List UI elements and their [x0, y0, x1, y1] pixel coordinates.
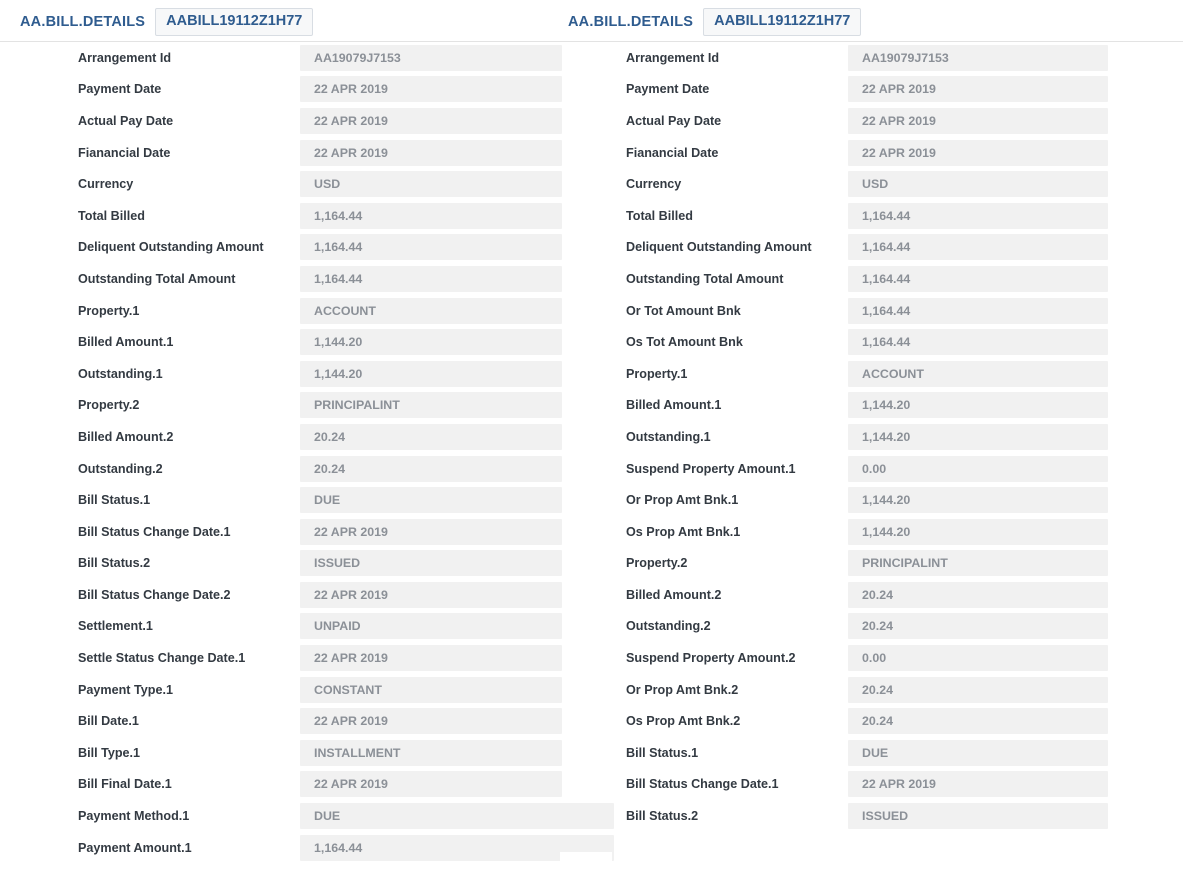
detail-row-value[interactable]: ISSUED — [848, 803, 1108, 829]
right-panel-header — [568, 8, 861, 36]
detail-row-label: Arrangement Id — [78, 50, 172, 65]
detail-row-value[interactable]: 22 APR 2019 — [300, 708, 562, 734]
detail-row-value[interactable]: ACCOUNT — [848, 361, 1108, 387]
detail-row-value[interactable]: USD — [300, 171, 562, 197]
detail-row — [566, 737, 1126, 769]
detail-row-label: Suspend Property Amount.1 — [626, 461, 796, 476]
detail-row-label: Payment Type.1 — [78, 682, 173, 697]
detail-row-value[interactable]: 20.24 — [848, 677, 1108, 703]
detail-row-value[interactable]: 1,144.20 — [300, 329, 562, 355]
detail-row-label: Or Prop Amt Bnk.2 — [626, 682, 739, 697]
detail-row-value[interactable]: 1,144.20 — [848, 392, 1108, 418]
detail-row-label: Billed Amount.2 — [626, 587, 722, 602]
detail-row-value[interactable]: PRINCIPALINT — [300, 392, 562, 418]
detail-row-label: Payment Method.1 — [78, 809, 190, 824]
detail-row-label: Outstanding.2 — [78, 461, 163, 476]
detail-row-label: Currency — [78, 177, 134, 192]
detail-row — [18, 421, 578, 453]
detail-row — [18, 358, 578, 390]
detail-row — [18, 326, 578, 358]
detail-row-value[interactable]: 22 APR 2019 — [300, 645, 562, 671]
detail-row-value[interactable]: 22 APR 2019 — [300, 582, 562, 608]
detail-row-label: Property.1 — [78, 303, 140, 318]
detail-row — [566, 295, 1126, 327]
detail-row-value[interactable]: UNPAID — [300, 613, 562, 639]
detail-row — [566, 358, 1126, 390]
detail-row-value[interactable]: 20.24 — [300, 424, 562, 450]
right-detail-panel — [566, 42, 1126, 832]
detail-row — [566, 105, 1126, 137]
detail-row-value[interactable]: AA19079J7153 — [300, 45, 562, 71]
detail-row-label: Os Prop Amt Bnk.1 — [626, 524, 741, 539]
detail-row — [566, 42, 1126, 74]
detail-row-value[interactable]: INSTALLMENT — [300, 740, 562, 766]
detail-row-value[interactable]: ACCOUNT — [300, 298, 562, 324]
detail-row — [566, 705, 1126, 737]
detail-row — [18, 579, 578, 611]
detail-row-value[interactable]: 1,164.44 — [848, 203, 1108, 229]
detail-row — [18, 674, 578, 706]
detail-row — [18, 832, 578, 864]
detail-row-value[interactable]: 22 APR 2019 — [848, 771, 1108, 797]
detail-row-label: Outstanding Total Amount — [626, 271, 784, 286]
detail-row-value[interactable]: 22 APR 2019 — [300, 108, 562, 134]
detail-row-label: Total Billed — [626, 208, 693, 223]
detail-row — [566, 168, 1126, 200]
detail-row — [18, 263, 578, 295]
detail-row-value[interactable]: 20.24 — [848, 708, 1108, 734]
detail-row-label: Property.2 — [78, 398, 140, 413]
detail-row-value[interactable]: PRINCIPALINT — [848, 550, 1108, 576]
detail-row-value[interactable]: DUE — [300, 803, 614, 829]
detail-row — [18, 200, 578, 232]
detail-row-value[interactable]: 0.00 — [848, 645, 1108, 671]
left-panel-title: AA.BILL.DETAILS — [20, 13, 146, 30]
detail-row — [566, 74, 1126, 106]
detail-row-label: Deliquent Outstanding Amount — [78, 240, 264, 255]
detail-row — [566, 137, 1126, 169]
detail-row — [18, 295, 578, 327]
detail-row — [18, 105, 578, 137]
detail-row — [566, 421, 1126, 453]
detail-row-label: Outstanding.1 — [78, 366, 163, 381]
detail-row-label: Deliquent Outstanding Amount — [626, 240, 812, 255]
detail-row-value[interactable]: USD — [848, 171, 1108, 197]
detail-row-label: Bill Status.2 — [78, 556, 151, 571]
detail-row-value[interactable]: 22 APR 2019 — [300, 519, 562, 545]
detail-row-label: Actual Pay Date — [78, 113, 174, 128]
detail-row-label: Fianancial Date — [626, 145, 719, 160]
detail-row-value[interactable]: 22 APR 2019 — [848, 76, 1108, 102]
detail-row-value[interactable]: 1,164.44 — [300, 203, 562, 229]
detail-row-value[interactable]: DUE — [848, 740, 1108, 766]
right-panel-title: AA.BILL.DETAILS — [568, 13, 694, 30]
detail-row-value[interactable]: 1,144.20 — [848, 487, 1108, 513]
detail-row-label: Bill Status.1 — [78, 493, 151, 508]
left-detail-panel — [18, 42, 578, 863]
detail-row-label: Currency — [626, 177, 682, 192]
detail-row-label: Payment Date — [626, 82, 710, 97]
detail-row-value[interactable]: 1,144.20 — [848, 424, 1108, 450]
detail-row — [566, 548, 1126, 580]
left-panel-header — [20, 8, 313, 36]
detail-row — [566, 674, 1126, 706]
detail-row-value[interactable]: 1,164.44 — [848, 234, 1108, 260]
detail-row-label: Bill Date.1 — [78, 714, 139, 729]
detail-row — [18, 642, 578, 674]
detail-row — [566, 263, 1126, 295]
detail-row-label: Settlement.1 — [78, 619, 153, 634]
right-panel-record-chip[interactable]: AABILL19112Z1H77 — [703, 8, 861, 36]
detail-row — [18, 42, 578, 74]
detail-row-label: Outstanding.1 — [626, 429, 711, 444]
detail-row-label: Billed Amount.1 — [626, 398, 722, 413]
compare-header — [0, 0, 1183, 42]
detail-row-label: Bill Status Change Date.2 — [78, 587, 231, 602]
detail-row-label: Arrangement Id — [626, 50, 720, 65]
panel-edge-mask — [560, 852, 612, 882]
detail-row-label: Bill Status.2 — [626, 809, 699, 824]
detail-row-value[interactable]: 20.24 — [300, 456, 562, 482]
detail-row-label: Bill Status Change Date.1 — [626, 777, 779, 792]
detail-row-label: Total Billed — [78, 208, 145, 223]
detail-row — [566, 390, 1126, 422]
detail-row-label: Suspend Property Amount.2 — [626, 651, 796, 666]
detail-row — [18, 737, 578, 769]
detail-row-value[interactable]: CONSTANT — [300, 677, 562, 703]
detail-row-label: Os Tot Amount Bnk — [626, 335, 743, 350]
detail-row-label: Billed Amount.2 — [78, 429, 174, 444]
compare-body — [0, 42, 1183, 884]
detail-row-value[interactable]: 1,144.20 — [300, 361, 562, 387]
detail-row — [566, 579, 1126, 611]
detail-row — [566, 200, 1126, 232]
detail-row-value[interactable]: AA19079J7153 — [848, 45, 1108, 71]
detail-row — [18, 484, 578, 516]
detail-row-label: Os Prop Amt Bnk.2 — [626, 714, 741, 729]
detail-row-value[interactable]: 1,164.44 — [300, 835, 614, 861]
detail-row — [566, 232, 1126, 264]
detail-row-label: Payment Amount.1 — [78, 840, 192, 855]
detail-row-label: Payment Date — [78, 82, 162, 97]
detail-row-value[interactable]: 22 APR 2019 — [300, 76, 562, 102]
detail-row-value[interactable]: DUE — [300, 487, 562, 513]
detail-row-label: Or Tot Amount Bnk — [626, 303, 741, 318]
detail-row-label: Fianancial Date — [78, 145, 171, 160]
detail-row-value[interactable]: 20.24 — [848, 613, 1108, 639]
detail-row-label: Settle Status Change Date.1 — [78, 651, 246, 666]
detail-row-value[interactable]: 1,164.44 — [848, 298, 1108, 324]
left-panel-record-chip[interactable]: AABILL19112Z1H77 — [155, 8, 313, 36]
detail-row — [566, 326, 1126, 358]
detail-row-label: Bill Final Date.1 — [78, 777, 172, 792]
detail-row-label: Bill Status Change Date.1 — [78, 524, 231, 539]
detail-row-value[interactable]: 0.00 — [848, 456, 1108, 482]
detail-row-label: Property.2 — [626, 556, 688, 571]
detail-row-label: Outstanding Total Amount — [78, 271, 236, 286]
detail-row-value[interactable]: 22 APR 2019 — [848, 108, 1108, 134]
detail-row — [18, 516, 578, 548]
detail-row — [18, 390, 578, 422]
detail-row-value[interactable]: 1,164.44 — [848, 329, 1108, 355]
detail-row — [566, 800, 1126, 832]
detail-row-value[interactable]: 20.24 — [848, 582, 1108, 608]
detail-row — [18, 453, 578, 485]
detail-row-value[interactable]: 1,164.44 — [300, 234, 562, 260]
detail-row — [566, 642, 1126, 674]
detail-row — [18, 769, 578, 801]
detail-row — [566, 484, 1126, 516]
detail-row — [566, 769, 1126, 801]
detail-row-label: Bill Status.1 — [626, 745, 699, 760]
detail-row-value[interactable]: 22 APR 2019 — [300, 140, 562, 166]
detail-row-label: Actual Pay Date — [626, 113, 722, 128]
detail-row-label: Bill Type.1 — [78, 745, 141, 760]
detail-row — [18, 548, 578, 580]
detail-row — [18, 800, 578, 832]
detail-row — [566, 453, 1126, 485]
detail-row — [566, 516, 1126, 548]
detail-row — [18, 74, 578, 106]
detail-row-label: Billed Amount.1 — [78, 335, 174, 350]
detail-row — [18, 137, 578, 169]
detail-row-label: Property.1 — [626, 366, 688, 381]
detail-row-value[interactable]: 1,164.44 — [300, 266, 562, 292]
detail-row-value[interactable]: 22 APR 2019 — [300, 771, 562, 797]
detail-row-value[interactable]: 1,144.20 — [848, 519, 1108, 545]
detail-row — [18, 168, 578, 200]
detail-row-value[interactable]: 1,164.44 — [848, 266, 1108, 292]
detail-row — [18, 705, 578, 737]
detail-row-value[interactable]: 22 APR 2019 — [848, 140, 1108, 166]
detail-row-label: Or Prop Amt Bnk.1 — [626, 493, 739, 508]
detail-row-label: Outstanding.2 — [626, 619, 711, 634]
detail-row — [18, 232, 578, 264]
detail-row-value[interactable]: ISSUED — [300, 550, 562, 576]
detail-row — [18, 611, 578, 643]
detail-row — [566, 611, 1126, 643]
